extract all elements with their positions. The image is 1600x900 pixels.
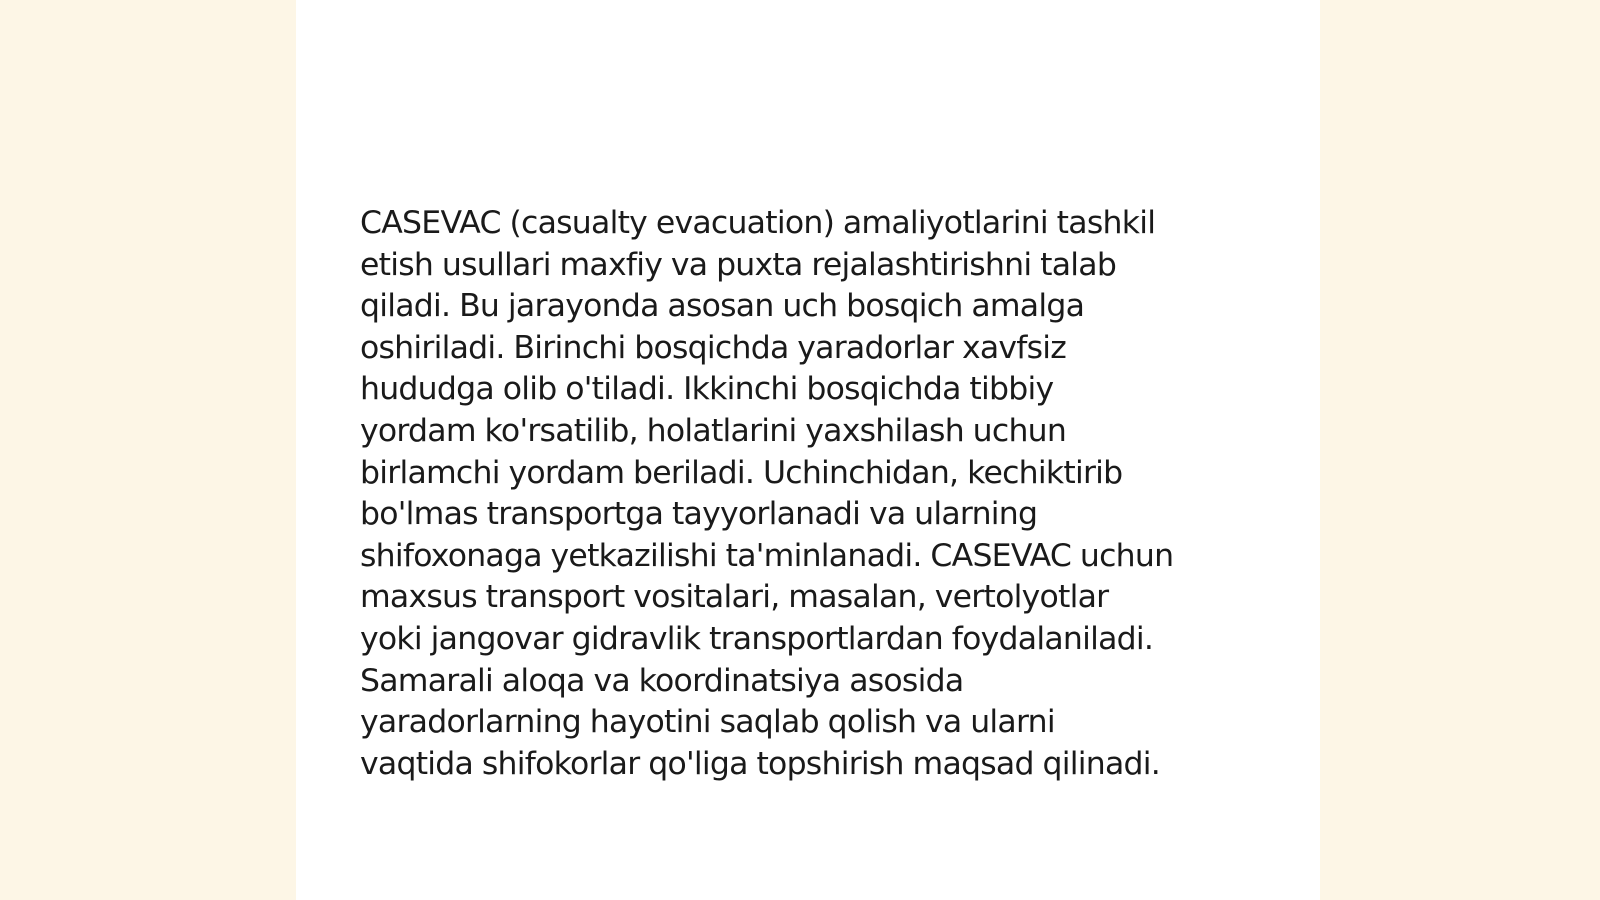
paragraph-line: birlamchi yordam beriladi. Uchinchidan, kechiktirib <box>360 454 1123 491</box>
paragraph-line: oshiriladi. Birinchi bosqichda yaradorlar xavfsiz <box>360 329 1067 366</box>
paragraph-line: vaqtida shifokorlar qo'liga topshirish maqsad qilinadi. <box>360 745 1161 782</box>
paragraph-line: CASEVAC (casualty evacuation) amaliyotlarini tashkil <box>360 205 1156 241</box>
paragraph-line: yoki jangovar gidravlik transportlardan foydalaniladi. <box>360 620 1154 657</box>
paragraph-line: hududga olib o'tiladi. Ikkinchi bosqichda tibbiy <box>360 371 1054 408</box>
document-page <box>296 0 1320 900</box>
paragraph-line: yaradorlarning hayotini saqlab qolish va ularni <box>360 704 1055 741</box>
body-paragraph <box>360 203 1260 785</box>
paragraph-line: bo'lmas transportga tayyorlanadi va ularning <box>360 496 1038 533</box>
paragraph-line: qiladi. Bu jarayonda asosan uch bosqich amalga <box>360 288 1085 325</box>
paragraph-line: maxsus transport vositalari, masalan, vertolyotlar <box>360 579 1109 616</box>
paragraph-line: etish usullari maxfiy va puxta rejalashtirishni talab <box>360 246 1117 283</box>
paragraph-line: shifoxonaga yetkazilishi ta'minlanadi. CASEVAC uchun <box>360 537 1174 574</box>
paragraph-line: Samarali aloqa va koordinatsiya asosida <box>360 662 964 699</box>
paragraph-line: yordam ko'rsatilib, holatlarini yaxshilash uchun <box>360 412 1067 449</box>
